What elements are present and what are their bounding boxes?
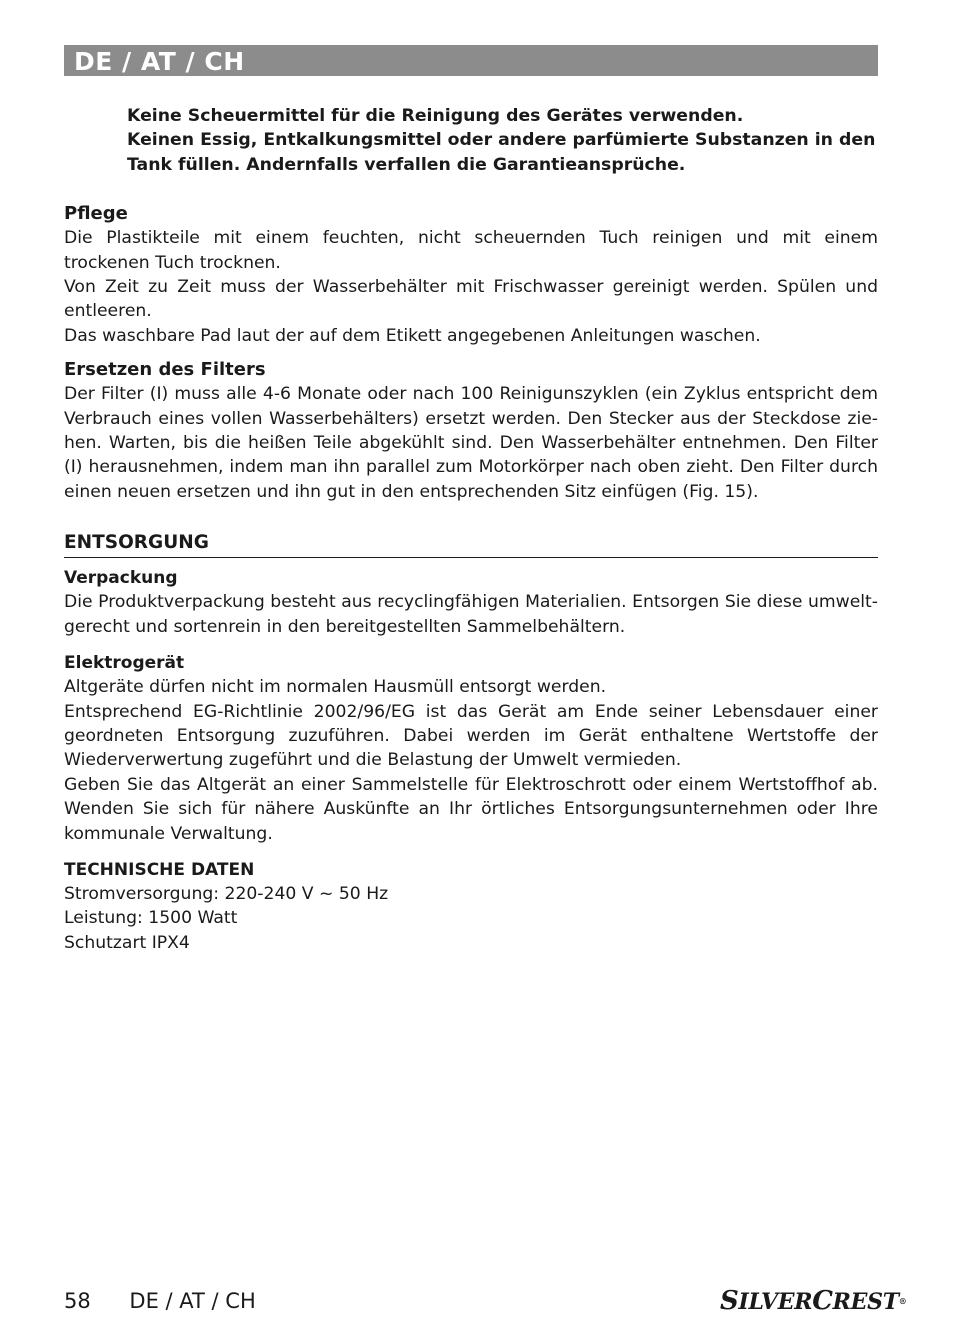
- elektrogeraet-paragraph: Entsprechend EG-Richtlinie 2002/96/EG ist das Gerät am Ende seiner Lebensdauer einer geordneten Entsorgung zuzuführen. Dabei werden im Gerät enthaltene Wertstoffe der Wiederverwertung zugeführt und die Belastung der Umwelt vermieden.: [64, 701, 878, 771]
- brand-logo: SILVERCREST®: [720, 1286, 907, 1316]
- pflege-heading: Pflege: [64, 203, 128, 225]
- elektrogeraet-paragraph: Altgeräte dürfen nicht im normalen Hausmüll entsorgt werden.: [64, 677, 607, 698]
- spec-line: Leistung: 1500 Watt: [64, 908, 238, 929]
- spec-line: Stromversorgung: 220-240 V ~ 50 Hz: [64, 883, 389, 904]
- page-number: 58: [64, 1289, 91, 1313]
- verpackung-paragraph: Die Produktverpackung besteht aus recyclingfähigen Materialien. Entsorgen Sie diese umwelt-gerecht und sortenrein in den bereitgestellten Sammelbehältern.: [64, 592, 878, 637]
- header-bar: [64, 45, 878, 76]
- spec-line: Schutzart IPX4: [64, 932, 190, 953]
- warning-line: Keine Scheuermittel für die Reinigung des Gerätes verwenden.: [127, 106, 744, 126]
- page-title: DE / AT / CH: [74, 47, 245, 76]
- entsorgung-heading: ENTSORGUNG: [64, 530, 878, 558]
- filter-heading: Ersetzen des Filters: [64, 359, 266, 381]
- elektrogeraet-paragraph: Geben Sie das Altgerät an einer Sammelstelle für Elektroschrott oder einem Wertstoffhof ab. Wenden Sie sich für nähere Auskünfte an Ihr örtliches Entsorgungsunternehmen oder Ihre kommunale Verwaltung.: [64, 774, 878, 844]
- warning-block: [127, 104, 878, 177]
- footer-locale: DE / AT / CH: [129, 1289, 256, 1313]
- technische-daten-heading: TECHNISCHE DATEN: [64, 859, 255, 880]
- page-footer: [64, 1286, 256, 1316]
- pflege-paragraph: Das waschbare Pad laut der auf dem Etikett angegebenen Anleitungen waschen.: [64, 325, 761, 346]
- elektrogeraet-heading: Elektrogerät: [64, 653, 185, 674]
- filter-paragraph: Der Filter (I) muss alle 4-6 Monate oder nach 100 Reinigunszyklen (ein Zyklus entspricht dem Verbrauch eines vollen Wasserbehälters) ersetzt werden. Den Stecker aus der Steckdose zie-hen. Warten, bis die heißen Teile abgekühlt sind. Den Wasserbehälter entnehmen. Den Filter (I) herausnehmen, indem man ihn parallel zum Motorkörper nach oben zieht. Den Filter durch einen neuen ersetzen und ihn gut in den entsprechenden Sitz einfügen (Fig. 15).: [64, 384, 878, 502]
- warning-line: Keinen Essig, Entkalkungsmittel oder andere parfümierte Substanzen in den Tank füllen. Andernfalls verfallen die Garantieansprüche.: [127, 130, 876, 175]
- main-content: [64, 104, 878, 955]
- pflege-paragraph: Die Plastikteile mit einem feuchten, nicht scheuernden Tuch reinigen und mit einem trockenen Tuch trocknen.: [64, 228, 878, 273]
- pflege-paragraph: Von Zeit zu Zeit muss der Wasserbehälter mit Frischwasser gereinigt werden. Spülen und entleeren.: [64, 277, 878, 322]
- verpackung-heading: Verpackung: [64, 568, 178, 589]
